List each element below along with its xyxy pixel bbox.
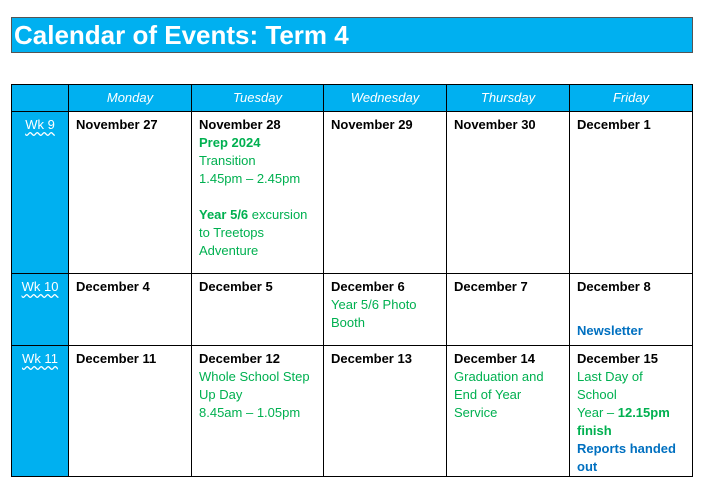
event-text: Booth bbox=[331, 315, 365, 330]
date-label: December 13 bbox=[331, 351, 412, 366]
week-row-9 bbox=[12, 112, 693, 274]
event-title: Year 5/6 bbox=[199, 207, 249, 222]
date-label: November 27 bbox=[76, 117, 158, 132]
event-text: Whole School Step bbox=[199, 369, 310, 384]
day-cell bbox=[324, 112, 447, 274]
event-text: Up Day bbox=[199, 387, 243, 402]
reports-label: Reports handed bbox=[577, 441, 676, 456]
date-label: November 29 bbox=[331, 117, 413, 132]
date-label: December 5 bbox=[199, 279, 273, 294]
day-cell bbox=[447, 274, 570, 346]
event-time: 12.15pm bbox=[617, 405, 670, 420]
event-text bbox=[199, 206, 317, 224]
week-label-cell bbox=[12, 274, 69, 346]
newsletter-label: Newsletter bbox=[577, 323, 643, 338]
week-label: Wk 10 bbox=[21, 279, 59, 294]
date-label: December 4 bbox=[76, 279, 150, 294]
week-label-cell bbox=[12, 112, 69, 274]
day-cell bbox=[192, 112, 324, 274]
day-header-friday: Friday bbox=[570, 85, 693, 112]
date-label: December 1 bbox=[577, 117, 651, 132]
day-cell bbox=[192, 346, 324, 477]
week-label: Wk 11 bbox=[22, 351, 58, 366]
event-text bbox=[577, 404, 686, 422]
date-label: December 15 bbox=[577, 351, 658, 366]
event-text: Adventure bbox=[199, 243, 259, 258]
date-label: December 8 bbox=[577, 279, 651, 294]
date-label: December 6 bbox=[331, 279, 405, 294]
date-label: December 7 bbox=[454, 279, 528, 294]
day-cell bbox=[324, 346, 447, 477]
event-text: finish bbox=[577, 423, 612, 438]
week-label: Wk 9 bbox=[25, 117, 55, 132]
date-label: November 28 bbox=[199, 117, 281, 132]
calendar-table bbox=[11, 84, 693, 477]
event-text: Last Day of School bbox=[577, 369, 643, 402]
day-cell bbox=[570, 274, 693, 346]
week-row-11 bbox=[12, 346, 693, 477]
header-row bbox=[12, 85, 693, 112]
event-text: excursion bbox=[248, 207, 308, 222]
event-time: 8.45am – 1.05pm bbox=[199, 405, 301, 420]
day-cell bbox=[324, 274, 447, 346]
day-cell bbox=[447, 112, 570, 274]
page-title: Calendar of Events: Term 4 bbox=[14, 20, 349, 50]
event-text: End of Year bbox=[454, 387, 522, 402]
week-header-cell bbox=[12, 85, 69, 112]
week-label-cell bbox=[12, 346, 69, 477]
reports-label: out bbox=[577, 459, 598, 474]
event-text: to Treetops bbox=[199, 225, 265, 240]
day-header-tuesday: Tuesday bbox=[192, 85, 324, 112]
day-cell bbox=[192, 274, 324, 346]
day-cell bbox=[447, 346, 570, 477]
date-label: December 12 bbox=[199, 351, 280, 366]
day-header-thursday: Thursday bbox=[447, 85, 570, 112]
event-text: Year – bbox=[577, 405, 618, 420]
week-row-10 bbox=[12, 274, 693, 346]
day-cell bbox=[69, 112, 192, 274]
date-label: December 14 bbox=[454, 351, 535, 366]
day-cell bbox=[69, 346, 192, 477]
event-time: 1.45pm – 2.45pm bbox=[199, 171, 301, 186]
event-text: Year 5/6 Photo bbox=[331, 297, 417, 312]
date-label: December 11 bbox=[76, 351, 157, 366]
event-text: Transition bbox=[199, 153, 256, 168]
title-bar bbox=[11, 17, 693, 53]
day-header-monday: Monday bbox=[69, 85, 192, 112]
day-cell bbox=[69, 274, 192, 346]
event-text: Service bbox=[454, 405, 498, 420]
date-label: November 30 bbox=[454, 117, 536, 132]
day-cell bbox=[570, 346, 693, 477]
event-title: Prep 2024 bbox=[199, 135, 261, 150]
day-cell bbox=[570, 112, 693, 274]
day-header-wednesday: Wednesday bbox=[324, 85, 447, 112]
event-text: Graduation and bbox=[454, 369, 544, 384]
